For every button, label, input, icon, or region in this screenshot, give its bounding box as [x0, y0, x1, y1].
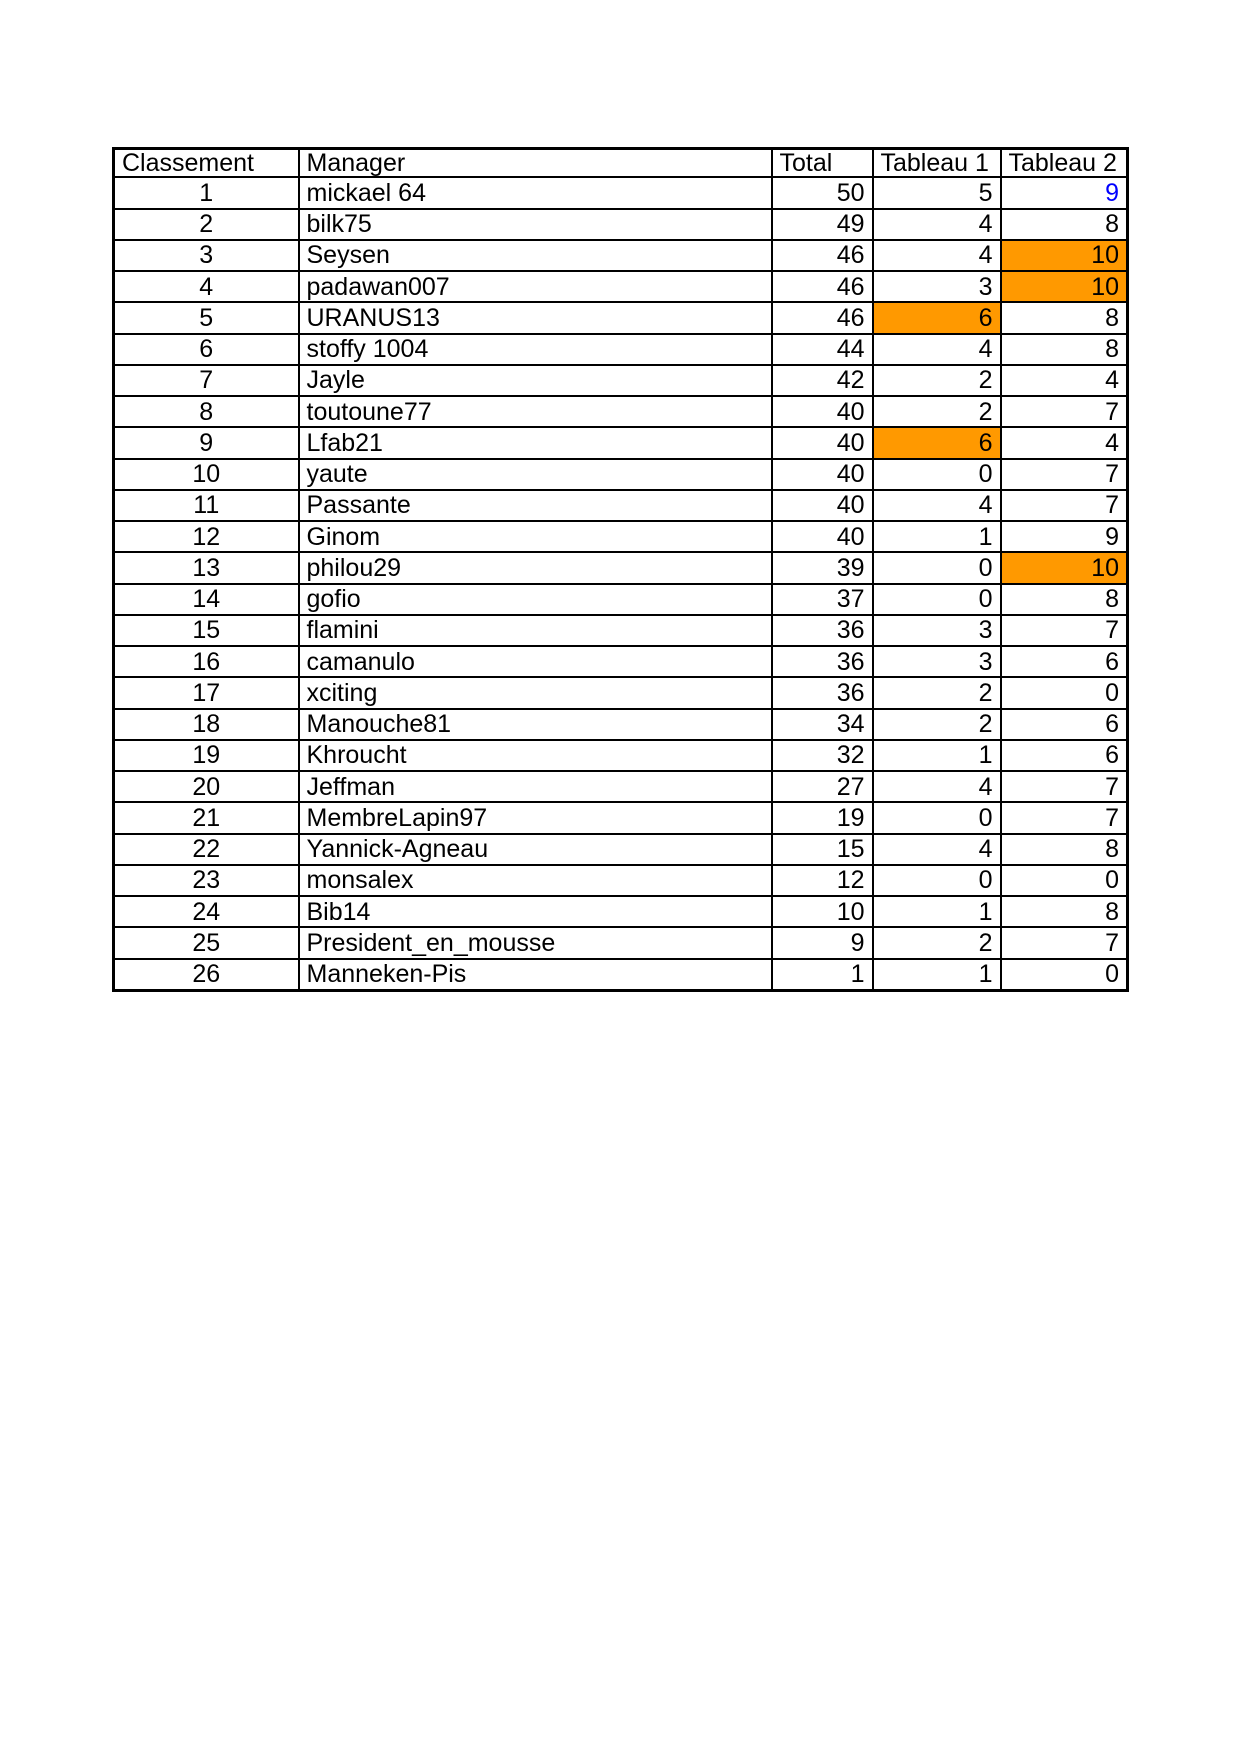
cell-classement: 11 [114, 490, 299, 521]
table-row [114, 459, 1128, 490]
cell-tableau2: 7 [1001, 771, 1128, 802]
table-row [114, 302, 1128, 333]
cell-classement: 17 [114, 677, 299, 708]
cell-total: 46 [772, 271, 873, 302]
table-row [114, 396, 1128, 427]
cell-tableau2: 7 [1001, 802, 1128, 833]
table-row [114, 771, 1128, 802]
cell-tableau2: 0 [1001, 677, 1128, 708]
cell-manager: Lfab21 [299, 427, 772, 458]
document-page [112, 147, 1129, 992]
cell-tableau1: 1 [873, 896, 1001, 927]
cell-classement: 8 [114, 396, 299, 427]
cell-classement: 18 [114, 709, 299, 740]
cell-manager: toutoune77 [299, 396, 772, 427]
cell-tableau1: 3 [873, 646, 1001, 677]
cell-classement: 2 [114, 209, 299, 240]
cell-manager: bilk75 [299, 209, 772, 240]
table-row [114, 740, 1128, 771]
table-row [114, 677, 1128, 708]
table-row [114, 521, 1128, 552]
table-row [114, 271, 1128, 302]
cell-manager: Khroucht [299, 740, 772, 771]
cell-total: 40 [772, 521, 873, 552]
table-row [114, 615, 1128, 646]
table-row [114, 865, 1128, 896]
cell-total: 49 [772, 209, 873, 240]
cell-manager: Seysen [299, 240, 772, 271]
cell-tableau2: 10 [1001, 240, 1128, 271]
cell-total: 42 [772, 365, 873, 396]
table-row [114, 896, 1128, 927]
table-row [114, 334, 1128, 365]
cell-tableau1: 3 [873, 615, 1001, 646]
cell-classement: 9 [114, 427, 299, 458]
cell-tableau2: 6 [1001, 709, 1128, 740]
cell-total: 40 [772, 459, 873, 490]
cell-total: 46 [772, 302, 873, 333]
cell-classement: 7 [114, 365, 299, 396]
cell-total: 19 [772, 802, 873, 833]
cell-total: 46 [772, 240, 873, 271]
cell-tableau2: 0 [1001, 865, 1128, 896]
cell-classement: 10 [114, 459, 299, 490]
header-row [114, 149, 1128, 178]
cell-manager: gofio [299, 584, 772, 615]
cell-manager: monsalex [299, 865, 772, 896]
cell-classement: 21 [114, 802, 299, 833]
cell-classement: 22 [114, 834, 299, 865]
cell-total: 44 [772, 334, 873, 365]
cell-tableau1: 6 [873, 302, 1001, 333]
cell-total: 32 [772, 740, 873, 771]
cell-total: 36 [772, 677, 873, 708]
cell-manager: padawan007 [299, 271, 772, 302]
cell-manager: URANUS13 [299, 302, 772, 333]
cell-classement: 13 [114, 552, 299, 583]
cell-total: 39 [772, 552, 873, 583]
table-row [114, 209, 1128, 240]
cell-manager: MembreLapin97 [299, 802, 772, 833]
table-row [114, 959, 1128, 991]
cell-tableau1: 3 [873, 271, 1001, 302]
cell-tableau2: 8 [1001, 584, 1128, 615]
cell-classement: 25 [114, 927, 299, 958]
cell-classement: 24 [114, 896, 299, 927]
cell-classement: 23 [114, 865, 299, 896]
cell-tableau1: 0 [873, 802, 1001, 833]
cell-tableau2: 7 [1001, 459, 1128, 490]
cell-tableau1: 2 [873, 365, 1001, 396]
ranking-table [112, 147, 1129, 992]
cell-tableau2: 6 [1001, 740, 1128, 771]
cell-total: 1 [772, 959, 873, 991]
cell-total: 36 [772, 615, 873, 646]
header-classement: Classement [114, 149, 299, 178]
cell-tableau1: 0 [873, 865, 1001, 896]
cell-tableau1: 0 [873, 552, 1001, 583]
table-row [114, 427, 1128, 458]
table-row [114, 709, 1128, 740]
cell-classement: 5 [114, 302, 299, 333]
cell-classement: 6 [114, 334, 299, 365]
cell-tableau2: 4 [1001, 365, 1128, 396]
table-row [114, 834, 1128, 865]
cell-total: 50 [772, 177, 873, 208]
cell-manager: Ginom [299, 521, 772, 552]
table-row [114, 927, 1128, 958]
cell-tableau2: 8 [1001, 834, 1128, 865]
cell-tableau1: 2 [873, 709, 1001, 740]
cell-manager: yaute [299, 459, 772, 490]
cell-manager: Passante [299, 490, 772, 521]
cell-total: 10 [772, 896, 873, 927]
cell-tableau1: 4 [873, 209, 1001, 240]
cell-manager: flamini [299, 615, 772, 646]
cell-total: 40 [772, 490, 873, 521]
cell-manager: camanulo [299, 646, 772, 677]
cell-total: 40 [772, 396, 873, 427]
cell-tableau1: 5 [873, 177, 1001, 208]
cell-tableau1: 0 [873, 584, 1001, 615]
cell-tableau2: 4 [1001, 427, 1128, 458]
cell-total: 27 [772, 771, 873, 802]
cell-tableau1: 1 [873, 959, 1001, 991]
cell-tableau2: 8 [1001, 302, 1128, 333]
cell-tableau2: 7 [1001, 396, 1128, 427]
cell-manager: xciting [299, 677, 772, 708]
cell-tableau2: 10 [1001, 271, 1128, 302]
cell-manager: Jayle [299, 365, 772, 396]
cell-classement: 26 [114, 959, 299, 991]
cell-tableau2: 7 [1001, 490, 1128, 521]
table-row [114, 365, 1128, 396]
table-row [114, 552, 1128, 583]
table-row [114, 802, 1128, 833]
cell-total: 37 [772, 584, 873, 615]
cell-tableau2: 7 [1001, 927, 1128, 958]
cell-tableau2: 7 [1001, 615, 1128, 646]
cell-total: 9 [772, 927, 873, 958]
cell-tableau2: 8 [1001, 334, 1128, 365]
cell-tableau1: 4 [873, 490, 1001, 521]
cell-tableau1: 1 [873, 740, 1001, 771]
cell-classement: 19 [114, 740, 299, 771]
cell-tableau2: 8 [1001, 896, 1128, 927]
cell-classement: 12 [114, 521, 299, 552]
header-manager: Manager [299, 149, 772, 178]
cell-classement: 16 [114, 646, 299, 677]
cell-tableau1: 2 [873, 396, 1001, 427]
cell-classement: 3 [114, 240, 299, 271]
cell-tableau2: 9 [1001, 177, 1128, 208]
cell-classement: 1 [114, 177, 299, 208]
cell-tableau2: 9 [1001, 521, 1128, 552]
table-row [114, 646, 1128, 677]
cell-manager: mickael 64 [299, 177, 772, 208]
cell-manager: Jeffman [299, 771, 772, 802]
header-tableau1: Tableau 1 [873, 149, 1001, 178]
cell-total: 36 [772, 646, 873, 677]
cell-manager: Manouche81 [299, 709, 772, 740]
cell-tableau2: 8 [1001, 209, 1128, 240]
table-row [114, 177, 1128, 208]
header-tableau2: Tableau 2 [1001, 149, 1128, 178]
cell-manager: Manneken-Pis [299, 959, 772, 991]
cell-tableau1: 4 [873, 240, 1001, 271]
cell-tableau1: 4 [873, 334, 1001, 365]
cell-tableau1: 1 [873, 521, 1001, 552]
cell-tableau1: 4 [873, 834, 1001, 865]
cell-tableau2: 10 [1001, 552, 1128, 583]
cell-manager: President_en_mousse [299, 927, 772, 958]
cell-total: 40 [772, 427, 873, 458]
cell-total: 34 [772, 709, 873, 740]
cell-manager: Yannick-Agneau [299, 834, 772, 865]
table-row [114, 240, 1128, 271]
cell-tableau2: 0 [1001, 959, 1128, 991]
cell-classement: 15 [114, 615, 299, 646]
cell-tableau1: 2 [873, 677, 1001, 708]
cell-tableau1: 2 [873, 927, 1001, 958]
cell-total: 15 [772, 834, 873, 865]
cell-classement: 14 [114, 584, 299, 615]
cell-total: 12 [772, 865, 873, 896]
cell-tableau2: 6 [1001, 646, 1128, 677]
cell-manager: philou29 [299, 552, 772, 583]
cell-manager: Bib14 [299, 896, 772, 927]
table-row [114, 490, 1128, 521]
header-total: Total [772, 149, 873, 178]
cell-classement: 20 [114, 771, 299, 802]
table-row [114, 584, 1128, 615]
cell-tableau1: 4 [873, 771, 1001, 802]
cell-tableau1: 0 [873, 459, 1001, 490]
cell-classement: 4 [114, 271, 299, 302]
cell-manager: stoffy 1004 [299, 334, 772, 365]
cell-tableau1: 6 [873, 427, 1001, 458]
